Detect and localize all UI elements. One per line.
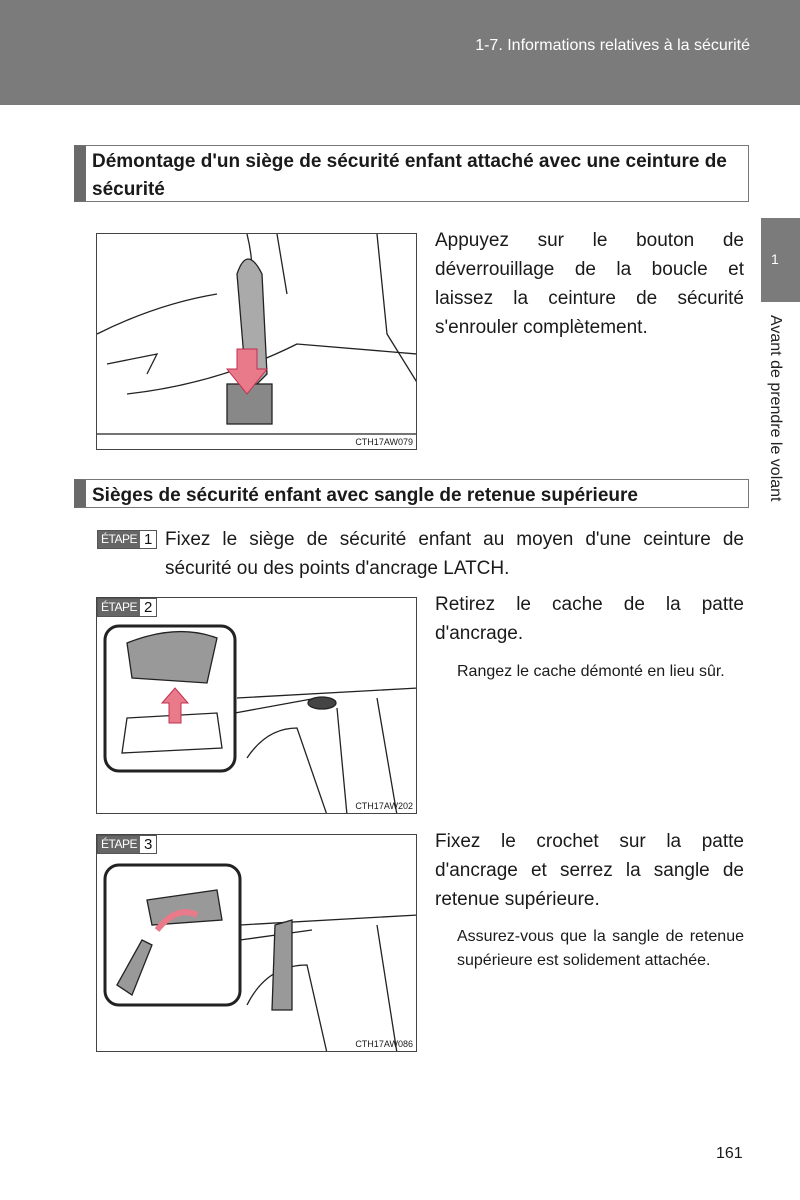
step-label: ÉTAPE — [98, 836, 140, 853]
figure-code: CTH17AW202 — [355, 801, 413, 811]
step-1-text: Fixez le siège de sécurité enfant au moyen d'une ceinture de sécurité ou des points d'ancrage LATCH. — [165, 529, 744, 579]
step-number: 2 — [140, 599, 156, 616]
figure-buckle-release — [96, 233, 417, 450]
step-badge-2 — [97, 598, 157, 617]
step-label: ÉTAPE — [98, 599, 140, 616]
figure-anchor-cover — [96, 597, 417, 814]
step-3-note: Assurez-vous que la sangle de retenue supérieure est solidement attachée. — [457, 928, 744, 969]
chapter-tab — [761, 218, 800, 302]
chapter-label: Avant de prendre le volant — [767, 315, 784, 502]
removal-instruction: Appuyez sur le bouton de déverrouillage de la boucle et laissez la ceinture de sécurité s'enrouler complètement. — [435, 230, 744, 338]
header-section-title: 1-7. Informations relatives à la sécurité — [475, 37, 750, 54]
page-header — [0, 0, 800, 105]
tether-hook-illustration — [97, 835, 417, 1052]
step-badge-1 — [97, 530, 157, 549]
step-number: 3 — [140, 836, 156, 853]
page-number: 161 — [716, 1145, 743, 1162]
section-heading-removal: Démontage d'un siège de sécurité enfant attaché avec une ceinture de sécurité — [74, 145, 749, 202]
figure-code: CTH17AW079 — [355, 437, 413, 447]
anchor-cover-illustration — [97, 598, 417, 814]
figure-code: CTH17AW086 — [355, 1039, 413, 1049]
chapter-number: 1 — [771, 251, 779, 267]
step-2-note: Rangez le cache démonté en lieu sûr. — [457, 663, 725, 680]
step-number: 1 — [140, 531, 156, 548]
step-label: ÉTAPE — [98, 531, 140, 548]
figure-tether-hook — [96, 834, 417, 1052]
step-2-text: Retirez le cache de la patte d'ancrage. — [435, 594, 744, 644]
section-heading-top-tether: Sièges de sécurité enfant avec sangle de retenue supérieure — [74, 479, 749, 508]
step-3-text: Fixez le crochet sur la patte d'ancrage et serrez la sangle de retenue supérieure. — [435, 831, 744, 910]
step-badge-3 — [97, 835, 157, 854]
buckle-illustration — [97, 234, 417, 450]
